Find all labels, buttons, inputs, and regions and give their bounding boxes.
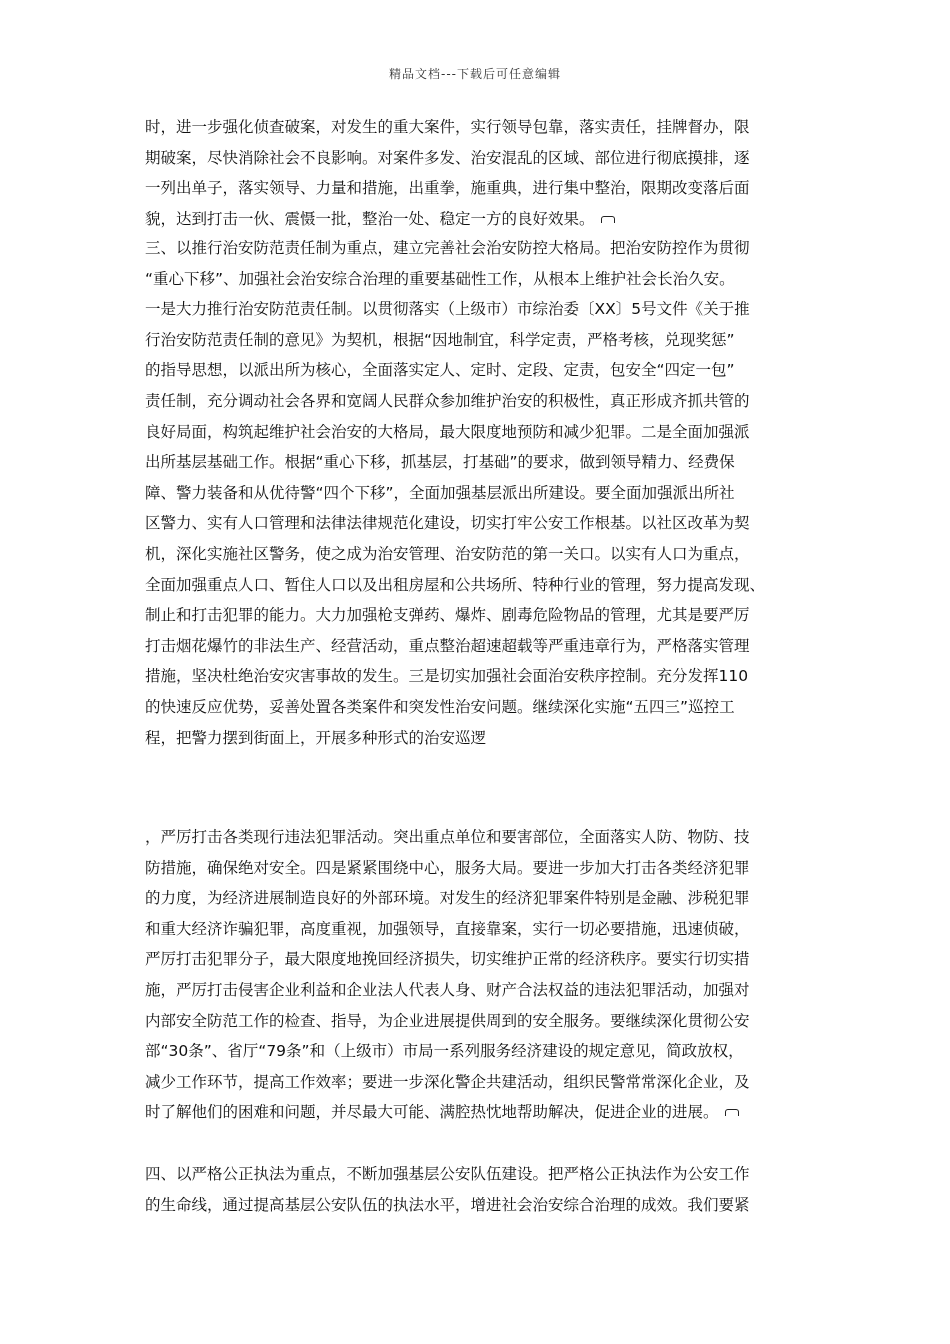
text-line: 出所基层基础工作。根据“重心下移，抓基层，打基础”的要求，做到领导精力、经费保 [145, 453, 735, 472]
text-line: 行治安防范责任制的意见》为契机，根据“因地制宜，科学定责，严格考核，兑现奖惩” [145, 330, 735, 349]
text-line: 防措施，确保绝对安全。四是紧紧围绕中心，服务大局。要进一步加大打击各类经济犯罪 [145, 858, 750, 877]
text-line: 打击烟花爆竹的非法生产、经营活动，重点整治超速超载等严重违章行为，严格落实管理 [145, 636, 750, 655]
text-line: 四、以严格公正执法为重点，不断加强基层公安队伍建设。把严格公正执法作为公安工作 [145, 1165, 750, 1183]
text-line: 部“30条”、省厅“79条”和（上级市）市局一系列服务经济建设的规定意见，简政放权， [145, 1042, 744, 1061]
paragraph-3 [145, 822, 815, 1128]
text-line: 机，深化实施社区警务，使之成为治安管理、治安防范的第一关口。以实有人口为重点， [145, 544, 750, 563]
text-line: 全面加强重点人口、暂住人口以及出租房屋和公共场所、特种行业的管理，努力提高发现、 [145, 575, 766, 594]
text-line: 严厉打击犯罪分子，最大限度地挽回经济损失，切实维护正常的经济秩序。要实行切实措 [145, 950, 750, 969]
text-line: “重心下移”、加强社会治安综合治理的重要基础性工作，从根本上维护社会长治久安。 [145, 269, 735, 288]
text-line: 减少工作环节，提高工作效率；要进一步深化警企共建活动，组织民警常常深化企业，及 [145, 1072, 750, 1091]
text-line: 三、以推行治安防范责任制为重点，建立完善社会治安防控大格局。把治安防控作为贯彻 [145, 239, 750, 257]
paragraph-end-mark [601, 216, 615, 223]
paragraph-2 [145, 233, 815, 753]
page-header: 精品文档---下载后可任意编辑 [389, 67, 561, 81]
text-line: 的指导思想，以派出所为核心，全面落实定人、定时、定段、定责，包安全“四定一包” [145, 361, 735, 380]
text-line: 的生命线，通过提高基层公安队伍的执法水平，增进社会治安综合治理的成效。我们要紧 [145, 1195, 750, 1214]
text-line-last [145, 204, 815, 235]
text-line: 良好局面，构筑起维护社会治安的大格局，最大限度地预防和减少犯罪。二是全面加强派 [145, 422, 750, 441]
text-line: 制止和打击犯罪的能力。大力加强枪支弹药、爆炸、剧毒危险物品的管理，尤其是要严厉 [145, 606, 750, 625]
text-line: 期破案，尽快消除社会不良影响。对案件多发、治安混乱的区域、部位进行彻底摸排，逐 [145, 148, 750, 167]
text-line-last [145, 1097, 815, 1128]
text-line-content: 貌，达到打击一伙、震慑一批，整治一处、稳定一方的良好效果。 [145, 209, 595, 228]
text-line: 区警力、实有人口管理和法律法律规范化建设，切实打牢公安工作根基。以社区改革为契 [145, 514, 750, 533]
text-line: 时，进一步强化侦查破案，对发生的重大案件，实行领导包靠，落实责任，挂牌督办，限 [145, 118, 750, 136]
text-line: 措施，坚决杜绝治安灾害事故的发生。三是切实加强社会面治安秩序控制。充分发挥110 [145, 667, 749, 686]
paragraph-4 [145, 1159, 815, 1220]
paragraph-1 [145, 112, 815, 234]
text-line: 一是大力推行治安防范责任制。以贯彻落实（上级市）市综治委〔XX〕5号文件《关于推 [145, 300, 750, 319]
text-line: 一列出单子，落实领导、力量和措施，出重拳，施重典，进行集中整治，限期改变落后面 [145, 179, 750, 198]
text-line: 责任制，充分调动社会各界和宽阔人民群众参加维护治安的积极性，真正形成齐抓共管的 [145, 391, 750, 410]
paragraph-end-mark [725, 1109, 739, 1116]
text-line: ，严厉打击各类现行违法犯罪活动。突出重点单位和要害部位，全面落实人防、物防、技 [145, 828, 750, 846]
text-line: 的力度，为经济进展制造良好的外部环境。对发生的经济犯罪案件特别是金融、涉税犯罪 [145, 889, 750, 908]
text-line: 障、警力装备和从优待警“四个下移”，全面加强基层派出所建设。要全面加强派出所社 [145, 483, 735, 502]
text-line: 内部安全防范工作的检查、指导，为企业进展提供周到的安全服务。要继续深化贯彻公安 [145, 1011, 750, 1030]
text-line: 和重大经济诈骗犯罪，高度重视，加强领导，直接靠案，实行一切必要措施，迅速侦破， [145, 919, 750, 938]
text-line: 施，严厉打击侵害企业利益和企业法人代表人身、财产合法权益的违法犯罪活动，加强对 [145, 980, 750, 999]
text-line-content: 时了解他们的困难和问题，并尽最大可能、满腔热忱地帮助解决，促进企业的进展。 [145, 1103, 719, 1122]
text-line: 程，把警力摆到街面上，开展多种形式的治安巡逻 [145, 728, 487, 747]
text-line: 的快速反应优势，妥善处置各类案件和突发性治安问题。继续深化实施“五四三”巡控工 [145, 697, 735, 716]
